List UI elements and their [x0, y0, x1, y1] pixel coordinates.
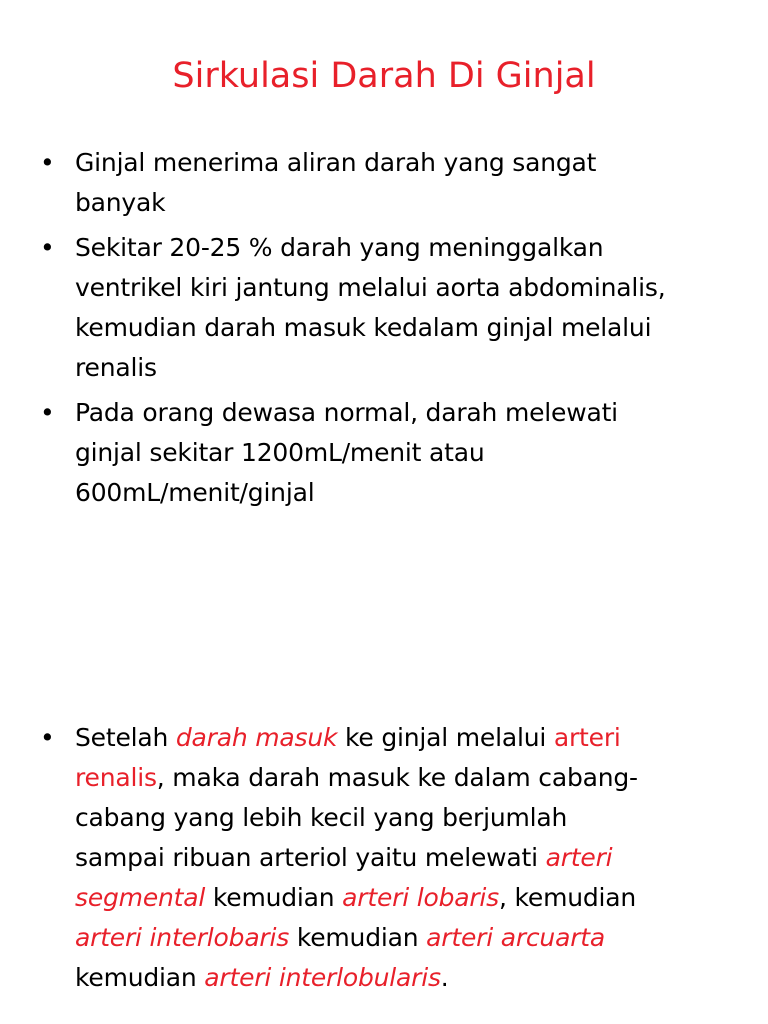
text-span: kemudian: [205, 883, 343, 912]
text-span: .: [440, 963, 449, 992]
bullet-text-line: Sekitar 20-25 % darah yang meninggalkan: [75, 233, 604, 262]
bullet-text-line: renalis: [75, 353, 157, 382]
text-span: sampai ribuan arteriol yaitu melewati: [75, 843, 546, 872]
bullet-dot-icon: •: [40, 148, 55, 177]
bullet-text-line: ginjal sekitar 1200mL/menit atau: [75, 438, 485, 467]
bullet-text-line: [75, 758, 728, 798]
bullet-text-line: ventrikel kiri jantung melalui aorta abdominalis,: [75, 273, 666, 302]
text-span: kemudian: [289, 923, 427, 952]
bullet-text-line: [75, 958, 728, 998]
text-span: cabang yang lebih kecil yang berjumlah: [75, 803, 568, 832]
bullet-list-top: [38, 143, 728, 518]
highlight-term: renalis: [75, 763, 157, 792]
bullet-item-3: [38, 393, 728, 513]
bullet-text-line: [75, 878, 728, 918]
bullet-dot-icon: •: [40, 723, 55, 752]
bullet-text-line: [75, 838, 728, 878]
bullet-text-line: banyak: [75, 188, 166, 217]
text-span: , maka darah masuk ke dalam cabang-: [156, 763, 638, 792]
text-span: ke ginjal melalui: [337, 723, 554, 752]
text-span: , kemudian: [499, 883, 637, 912]
slide-title: Sirkulasi Darah Di Ginjal: [172, 56, 596, 96]
bullet-text-line: Pada orang dewasa normal, darah melewati: [75, 398, 618, 427]
bullet-item-4: [38, 718, 728, 998]
bullet-item-2: [38, 228, 728, 388]
highlight-term: arteri: [553, 723, 621, 752]
highlight-term: arteri lobaris: [342, 883, 500, 912]
bullet-item-1: [38, 143, 728, 223]
bullet-text-line: kemudian darah masuk kedalam ginjal melalui: [75, 313, 652, 342]
bullet-text-line: 600mL/menit/ginjal: [75, 478, 315, 507]
text-span: kemudian: [75, 963, 205, 992]
bullet-dot-icon: •: [40, 398, 55, 427]
bullet-text-line: [75, 918, 728, 958]
bullet-dot-icon: •: [40, 233, 55, 262]
highlight-term: arteri: [545, 843, 613, 872]
bullet-list-bottom: [38, 718, 728, 1003]
highlight-term: arteri interlobaris: [75, 923, 290, 952]
bullet-text-line: [75, 718, 728, 758]
highlight-term: segmental: [75, 883, 206, 912]
bullet-text-line: [75, 798, 728, 838]
highlight-term: arteri arcuarta: [426, 923, 606, 952]
highlight-term: darah masuk: [175, 723, 338, 752]
highlight-term: arteri interlobularis: [204, 963, 441, 992]
text-span: Setelah: [75, 723, 176, 752]
bullet-text-line: Ginjal menerima aliran darah yang sangat: [75, 148, 597, 177]
